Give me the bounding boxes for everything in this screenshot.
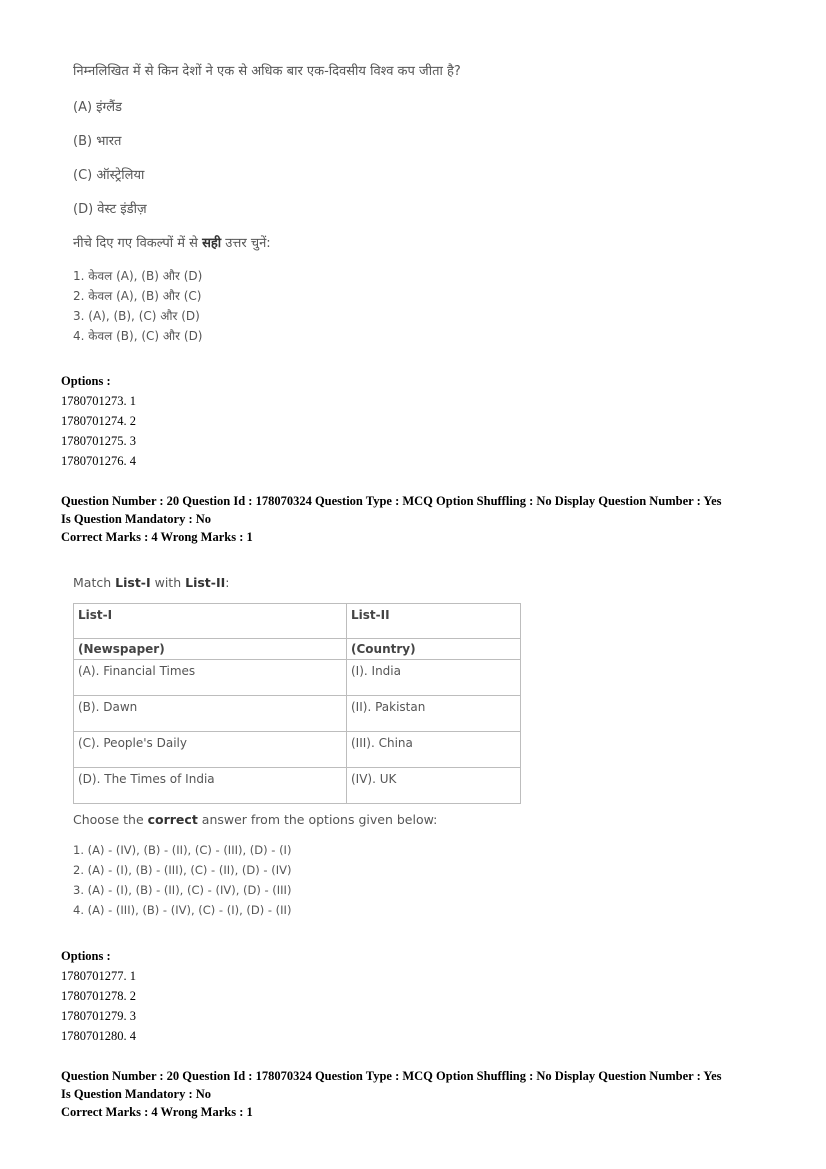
table-subheader-row [74,639,521,660]
question-1-choice-1: 1. केवल (A), (B) और (D) [73,269,203,283]
option-item: 1780701279. 3 [61,1009,136,1023]
option-item: 1780701275. 3 [61,434,136,448]
option-item: 1780701276. 4 [61,454,136,468]
table-cell: (A). Financial Times [74,660,347,696]
instruction-bold: सही [202,236,222,251]
options-heading: Options : [61,949,111,963]
table-cell: (D). The Times of India [74,768,347,804]
table-cell: (C). People's Daily [74,732,347,768]
table-row [74,732,521,768]
table-row [74,768,521,804]
question-1-choice-4: 4. केवल (B), (C) और (D) [73,329,203,343]
stem-bold: List-II [185,575,226,590]
table-header-cell: List-I [74,604,347,639]
instruction-text: Choose the [73,812,148,827]
table-subheader-cell: (Newspaper) [74,639,347,660]
question-1-stem: निम्नलिखित में से किन देशों ने एक से अधिक बार एक-दिवसीय विश्व कप जीता है? [73,64,461,79]
table-header-cell: List-II [347,604,521,639]
option-item: 1780701273. 1 [61,394,136,408]
question-1-choice-2: 2. केवल (A), (B) और (C) [73,289,202,303]
question-1-option-c: (C) ऑस्ट्रेलिया [73,168,145,183]
question-1-option-a: (A) इंग्लैंड [73,100,122,115]
meta-line: Correct Marks : 4 Wrong Marks : 1 [61,530,253,544]
options-block-1 [61,371,361,471]
question-1-instruction [73,234,773,254]
meta-line: Is Question Mandatory : No [61,1087,212,1101]
question-meta-1 [61,492,781,546]
question-2-choice-1: 1. (A) - (IV), (B) - (II), (C) - (III), (D) - (I) [73,843,292,857]
table-row [74,660,521,696]
table-cell: (II). Pakistan [347,696,521,732]
table-cell: (B). Dawn [74,696,347,732]
stem-bold: List-I [115,575,151,590]
question-2-stem [73,573,773,593]
table-cell: (I). India [347,660,521,696]
meta-line: Correct Marks : 4 Wrong Marks : 1 [61,1105,253,1119]
table-header-row [74,604,521,639]
stem-text: : [225,575,230,590]
question-1-choice-3: 3. (A), (B), (C) और (D) [73,309,200,323]
question-2-choice-2: 2. (A) - (I), (B) - (III), (C) - (II), (D) - (IV) [73,863,292,877]
stem-text: Match [73,575,116,590]
table-subheader-cell: (Country) [347,639,521,660]
instruction-bold: correct [147,812,198,827]
table-cell: (III). China [347,732,521,768]
question-1-option-b: (B) भारत [73,134,122,149]
question-2 [73,573,773,920]
question-2-choice-3: 3. (A) - (I), (B) - (II), (C) - (IV), (D) - (III) [73,883,292,897]
table-cell: (IV). UK [347,768,521,804]
match-table [73,603,521,804]
options-heading: Options : [61,374,111,388]
option-item: 1780701278. 2 [61,989,136,1003]
question-2-instruction [73,810,773,830]
meta-line: Question Number : 20 Question Id : 178070324 Question Type : MCQ Option Shuffling : No Display Question Number : Yes [61,1069,722,1083]
option-item: 1780701274. 2 [61,414,136,428]
question-1 [73,62,773,346]
table-row [74,696,521,732]
question-2-choice-4: 4. (A) - (III), (B) - (IV), (C) - (I), (D) - (II) [73,903,292,917]
question-meta-2 [61,1067,781,1121]
meta-line: Question Number : 20 Question Id : 178070324 Question Type : MCQ Option Shuffling : No Display Question Number : Yes [61,494,722,508]
meta-line: Is Question Mandatory : No [61,512,212,526]
stem-text: with [150,575,186,590]
option-item: 1780701277. 1 [61,969,136,983]
instruction-text: नीचे दिए गए विकल्पों में से [73,236,203,251]
options-block-2 [61,946,361,1046]
instruction-text: answer from the options given below: [197,812,438,827]
option-item: 1780701280. 4 [61,1029,136,1043]
instruction-text: उत्तर चुनें: [221,236,271,251]
question-1-option-d: (D) वेस्ट इंडीज़ [73,202,147,217]
